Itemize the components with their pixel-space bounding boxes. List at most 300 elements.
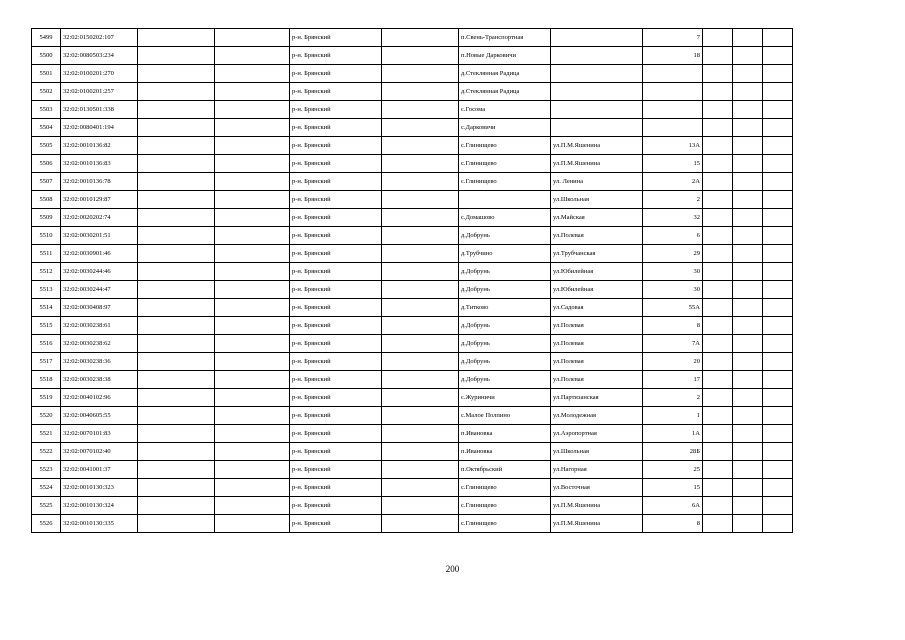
cell-number: 5509 — [32, 209, 61, 227]
cell-district: р-н. Брянский — [290, 425, 382, 443]
cell-empty — [763, 371, 793, 389]
cell-street — [551, 29, 643, 47]
cell-cadastral-number: 32:02:0030244:46 — [61, 263, 138, 281]
cell-locality: с.Журиничи — [459, 389, 551, 407]
cell-empty — [138, 101, 215, 119]
cell-empty — [763, 443, 793, 461]
cell-empty — [763, 353, 793, 371]
page-number: 200 — [445, 564, 460, 574]
table-row — [32, 209, 793, 227]
cell-empty — [733, 335, 763, 353]
cell-empty — [382, 317, 459, 335]
cell-empty — [763, 83, 793, 101]
cell-number: 5522 — [32, 443, 61, 461]
cell-locality: с.Глинищево — [459, 479, 551, 497]
table-row — [32, 65, 793, 83]
cell-district: р-н. Брянский — [290, 371, 382, 389]
cell-number: 5516 — [32, 335, 61, 353]
cell-locality: д.Титково — [459, 299, 551, 317]
table-row — [32, 515, 793, 533]
cell-empty — [703, 371, 733, 389]
cell-number: 5512 — [32, 263, 61, 281]
cell-empty — [138, 317, 215, 335]
cell-empty — [382, 515, 459, 533]
cell-cadastral-number: 32:02:0030901:46 — [61, 245, 138, 263]
cell-empty — [215, 191, 290, 209]
cell-house: 55А — [643, 299, 703, 317]
cell-house — [643, 65, 703, 83]
cell-empty — [382, 47, 459, 65]
cell-locality: д.Добрунь — [459, 335, 551, 353]
cell-street: ул.Молодежная — [551, 407, 643, 425]
cell-cadastral-number: 32:02:0070102:40 — [61, 443, 138, 461]
cell-locality — [459, 191, 551, 209]
cell-empty — [763, 137, 793, 155]
cell-number: 5523 — [32, 461, 61, 479]
cell-empty — [382, 155, 459, 173]
cell-street: ул.П.М.Яшенина — [551, 155, 643, 173]
cell-number: 5511 — [32, 245, 61, 263]
cell-empty — [703, 515, 733, 533]
cell-locality: д.Добрунь — [459, 263, 551, 281]
cell-empty — [138, 425, 215, 443]
cell-empty — [763, 209, 793, 227]
cell-empty — [763, 461, 793, 479]
cell-district: р-н. Брянский — [290, 317, 382, 335]
cell-street: ул.Юбилейная — [551, 281, 643, 299]
cell-empty — [382, 407, 459, 425]
cell-empty — [215, 29, 290, 47]
cell-cadastral-number: 32:02:0010136:82 — [61, 137, 138, 155]
cell-house: 2 — [643, 191, 703, 209]
cell-empty — [215, 425, 290, 443]
cell-house: 17 — [643, 371, 703, 389]
cell-empty — [215, 281, 290, 299]
cell-number: 5524 — [32, 479, 61, 497]
table-row — [32, 47, 793, 65]
cell-district: р-н. Брянский — [290, 83, 382, 101]
cell-empty — [733, 389, 763, 407]
cell-street: ул.Юбилейная — [551, 263, 643, 281]
cell-empty — [763, 173, 793, 191]
cell-empty — [733, 299, 763, 317]
cell-locality: д.Добрунь — [459, 281, 551, 299]
cell-empty — [382, 389, 459, 407]
cell-empty — [138, 227, 215, 245]
cell-district: р-н. Брянский — [290, 461, 382, 479]
cell-empty — [763, 65, 793, 83]
cell-empty — [138, 371, 215, 389]
cell-house: 6А — [643, 497, 703, 515]
cell-empty — [215, 245, 290, 263]
cell-empty — [215, 461, 290, 479]
cell-cadastral-number: 32:02:0150202:107 — [61, 29, 138, 47]
cell-empty — [703, 209, 733, 227]
cell-empty — [215, 371, 290, 389]
cell-locality: д.Добрунь — [459, 317, 551, 335]
cell-number: 5520 — [32, 407, 61, 425]
registry-table — [31, 28, 793, 533]
cell-street: ул.Аэропортная — [551, 425, 643, 443]
cell-house: 15 — [643, 479, 703, 497]
cell-cadastral-number: 32:02:0010136:83 — [61, 155, 138, 173]
cell-street — [551, 65, 643, 83]
table-row — [32, 461, 793, 479]
cell-house: 6 — [643, 227, 703, 245]
cell-empty — [138, 119, 215, 137]
cell-district: р-н. Брянский — [290, 443, 382, 461]
cell-number: 5505 — [32, 137, 61, 155]
cell-street: ул.Полевая — [551, 353, 643, 371]
cell-empty — [382, 461, 459, 479]
cell-house: 1 — [643, 407, 703, 425]
cell-locality: с.Дарковичи — [459, 119, 551, 137]
cell-empty — [215, 407, 290, 425]
cell-street: ул.Полевая — [551, 371, 643, 389]
table-row — [32, 227, 793, 245]
cell-locality: с.Малое Полпино — [459, 407, 551, 425]
cell-empty — [763, 317, 793, 335]
cell-empty — [138, 245, 215, 263]
cell-locality: с.Госома — [459, 101, 551, 119]
cell-locality: п.Ивановка — [459, 443, 551, 461]
cell-empty — [733, 119, 763, 137]
cell-cadastral-number: 32:02:0041001:37 — [61, 461, 138, 479]
cell-locality: с.Глинищево — [459, 497, 551, 515]
cell-empty — [138, 443, 215, 461]
cell-house: 2 — [643, 389, 703, 407]
cell-number: 5526 — [32, 515, 61, 533]
cell-empty — [138, 497, 215, 515]
table-row — [32, 173, 793, 191]
cell-district: р-н. Брянский — [290, 281, 382, 299]
cell-number: 5507 — [32, 173, 61, 191]
cell-street: ул.Нагорная — [551, 461, 643, 479]
cell-district: р-н. Брянский — [290, 155, 382, 173]
cell-number: 5514 — [32, 299, 61, 317]
cell-empty — [138, 155, 215, 173]
cell-empty — [215, 389, 290, 407]
cell-empty — [763, 407, 793, 425]
cell-empty — [733, 137, 763, 155]
cell-empty — [733, 227, 763, 245]
cell-district: р-н. Брянский — [290, 389, 382, 407]
cell-district: р-н. Брянский — [290, 335, 382, 353]
cell-house: 15 — [643, 155, 703, 173]
cell-empty — [215, 497, 290, 515]
table-row — [32, 371, 793, 389]
cell-district: р-н. Брянский — [290, 173, 382, 191]
cell-house: 32 — [643, 209, 703, 227]
cell-empty — [382, 371, 459, 389]
cell-district: р-н. Брянский — [290, 479, 382, 497]
table-row — [32, 317, 793, 335]
cell-empty — [703, 191, 733, 209]
cell-empty — [733, 443, 763, 461]
table-row — [32, 83, 793, 101]
cell-empty — [763, 119, 793, 137]
cell-number: 5504 — [32, 119, 61, 137]
cell-empty — [382, 335, 459, 353]
cell-empty — [138, 461, 215, 479]
cell-empty — [733, 209, 763, 227]
cell-empty — [763, 515, 793, 533]
cell-locality: п.Октябрьский — [459, 461, 551, 479]
table-row — [32, 407, 793, 425]
cell-cadastral-number: 32:02:0010130:335 — [61, 515, 138, 533]
cell-house: 7 — [643, 29, 703, 47]
cell-empty — [138, 173, 215, 191]
cell-cadastral-number: 32:02:0100201:270 — [61, 65, 138, 83]
table-row — [32, 497, 793, 515]
cell-empty — [215, 317, 290, 335]
cell-district: р-н. Брянский — [290, 101, 382, 119]
cell-empty — [215, 137, 290, 155]
cell-empty — [138, 209, 215, 227]
cell-empty — [138, 281, 215, 299]
table-row — [32, 101, 793, 119]
cell-empty — [733, 83, 763, 101]
cell-street: ул.Партизанская — [551, 389, 643, 407]
cell-empty — [733, 317, 763, 335]
cell-empty — [382, 173, 459, 191]
cell-empty — [703, 173, 733, 191]
cell-empty — [703, 335, 733, 353]
cell-empty — [138, 407, 215, 425]
cell-empty — [215, 353, 290, 371]
cell-locality: п.Свень-Транспортная — [459, 29, 551, 47]
cell-empty — [733, 101, 763, 119]
cell-empty — [382, 245, 459, 263]
table-row — [32, 155, 793, 173]
cell-empty — [138, 65, 215, 83]
cell-empty — [138, 47, 215, 65]
cell-empty — [703, 497, 733, 515]
cell-locality: с.Глинищево — [459, 137, 551, 155]
table-row — [32, 29, 793, 47]
cell-empty — [703, 65, 733, 83]
cell-cadastral-number: 32:02:0030238:62 — [61, 335, 138, 353]
cell-empty — [138, 137, 215, 155]
cell-cadastral-number: 32:02:0080401:194 — [61, 119, 138, 137]
cell-empty — [703, 353, 733, 371]
cell-locality: д.Стеклянная Радица — [459, 83, 551, 101]
cell-cadastral-number: 32:02:0070101:83 — [61, 425, 138, 443]
cell-district: р-н. Брянский — [290, 209, 382, 227]
cell-street: ул.Школьная — [551, 191, 643, 209]
cell-empty — [382, 425, 459, 443]
cell-empty — [733, 407, 763, 425]
cell-empty — [733, 497, 763, 515]
cell-empty — [382, 29, 459, 47]
cell-empty — [763, 101, 793, 119]
cell-empty — [733, 479, 763, 497]
cell-house: 25 — [643, 461, 703, 479]
cell-empty — [382, 209, 459, 227]
cell-empty — [733, 515, 763, 533]
cell-locality: д.Стеклянная Радица — [459, 65, 551, 83]
cell-district: р-н. Брянский — [290, 191, 382, 209]
cell-cadastral-number: 32:02:0010129:87 — [61, 191, 138, 209]
cell-street: ул.Восточная — [551, 479, 643, 497]
cell-house — [643, 83, 703, 101]
cell-empty — [733, 155, 763, 173]
cell-empty — [382, 119, 459, 137]
cell-district: р-н. Брянский — [290, 353, 382, 371]
cell-number: 5525 — [32, 497, 61, 515]
cell-empty — [763, 335, 793, 353]
cell-district: р-н. Брянский — [290, 29, 382, 47]
cell-empty — [215, 479, 290, 497]
table-row — [32, 353, 793, 371]
cell-empty — [703, 281, 733, 299]
cell-cadastral-number: 32:02:0100201:257 — [61, 83, 138, 101]
cell-empty — [763, 191, 793, 209]
cell-empty — [215, 335, 290, 353]
cell-street — [551, 47, 643, 65]
cell-empty — [138, 515, 215, 533]
cell-locality: п.Ивановка — [459, 425, 551, 443]
cell-house: 18 — [643, 47, 703, 65]
cell-district: р-н. Брянский — [290, 119, 382, 137]
cell-empty — [382, 83, 459, 101]
cell-empty — [138, 299, 215, 317]
cell-empty — [703, 83, 733, 101]
cell-district: р-н. Брянский — [290, 299, 382, 317]
cell-empty — [138, 191, 215, 209]
cell-cadastral-number: 32:02:0040605:55 — [61, 407, 138, 425]
cell-number: 5499 — [32, 29, 61, 47]
cell-house: 20 — [643, 353, 703, 371]
cell-empty — [703, 119, 733, 137]
cell-district: р-н. Брянский — [290, 65, 382, 83]
cell-empty — [138, 29, 215, 47]
cell-empty — [215, 443, 290, 461]
cell-empty — [733, 353, 763, 371]
cell-empty — [382, 443, 459, 461]
cell-locality: д.Добрунь — [459, 353, 551, 371]
cell-empty — [215, 119, 290, 137]
cell-empty — [703, 29, 733, 47]
cell-house: 29 — [643, 245, 703, 263]
cell-empty — [703, 47, 733, 65]
cell-number: 5500 — [32, 47, 61, 65]
cell-empty — [763, 47, 793, 65]
cell-locality: с.Домашово — [459, 209, 551, 227]
cell-cadastral-number: 32:02:0010130:323 — [61, 479, 138, 497]
cell-empty — [382, 353, 459, 371]
cell-empty — [733, 191, 763, 209]
table-row — [32, 425, 793, 443]
cell-cadastral-number: 32:02:0010136:78 — [61, 173, 138, 191]
cell-number: 5508 — [32, 191, 61, 209]
cell-empty — [215, 65, 290, 83]
cell-number: 5502 — [32, 83, 61, 101]
cell-empty — [703, 299, 733, 317]
cell-empty — [763, 245, 793, 263]
cell-street: ул.П.М.Яшенина — [551, 137, 643, 155]
cell-empty — [703, 155, 733, 173]
table-row — [32, 335, 793, 353]
cell-street — [551, 83, 643, 101]
cell-empty — [138, 353, 215, 371]
cell-empty — [215, 299, 290, 317]
cell-empty — [763, 155, 793, 173]
cell-cadastral-number: 32:02:0020202:74 — [61, 209, 138, 227]
cell-street: ул.Полевая — [551, 227, 643, 245]
cell-locality: д.Трубчино — [459, 245, 551, 263]
cell-street: ул.Школьная — [551, 443, 643, 461]
cell-empty — [703, 479, 733, 497]
cell-empty — [703, 461, 733, 479]
cell-cadastral-number: 32:02:0030408:97 — [61, 299, 138, 317]
cell-empty — [138, 83, 215, 101]
cell-house: 7А — [643, 335, 703, 353]
table-row — [32, 245, 793, 263]
cell-empty — [382, 191, 459, 209]
cell-number: 5515 — [32, 317, 61, 335]
cell-empty — [763, 263, 793, 281]
cell-empty — [703, 443, 733, 461]
registry-table-body — [32, 29, 793, 533]
cell-empty — [703, 425, 733, 443]
cell-empty — [763, 479, 793, 497]
cell-empty — [703, 263, 733, 281]
cell-street: ул.П.М.Яшенина — [551, 497, 643, 515]
cell-number: 5517 — [32, 353, 61, 371]
cell-empty — [763, 389, 793, 407]
cell-number: 5510 — [32, 227, 61, 245]
cell-empty — [763, 29, 793, 47]
cell-street: ул.Майская — [551, 209, 643, 227]
cell-cadastral-number: 32:02:0030238:61 — [61, 317, 138, 335]
cell-number: 5506 — [32, 155, 61, 173]
cell-number: 5513 — [32, 281, 61, 299]
table-row — [32, 281, 793, 299]
table-row — [32, 119, 793, 137]
cell-locality: д.Добрунь — [459, 371, 551, 389]
cell-locality: с.Глинищево — [459, 515, 551, 533]
cell-empty — [733, 371, 763, 389]
cell-house — [643, 119, 703, 137]
cell-empty — [703, 245, 733, 263]
cell-empty — [215, 47, 290, 65]
cell-street: ул.Трубчанская — [551, 245, 643, 263]
cell-empty — [763, 227, 793, 245]
cell-empty — [763, 497, 793, 515]
cell-house: 8 — [643, 515, 703, 533]
cell-district: р-н. Брянский — [290, 245, 382, 263]
cell-empty — [382, 263, 459, 281]
cell-district: р-н. Брянский — [290, 497, 382, 515]
cell-empty — [215, 227, 290, 245]
cell-cadastral-number: 32:02:0130501:338 — [61, 101, 138, 119]
cell-street: ул.Полевая — [551, 317, 643, 335]
cell-locality: п.Новые Дарковичи — [459, 47, 551, 65]
cell-empty — [382, 497, 459, 515]
cell-house: 30 — [643, 281, 703, 299]
cell-district: р-н. Брянский — [290, 137, 382, 155]
cell-number: 5519 — [32, 389, 61, 407]
cell-empty — [215, 515, 290, 533]
cell-district: р-н. Брянский — [290, 47, 382, 65]
cell-district: р-н. Брянский — [290, 227, 382, 245]
cell-street: ул.П.М.Яшенина — [551, 515, 643, 533]
cell-cadastral-number: 32:02:0030244:47 — [61, 281, 138, 299]
cell-empty — [382, 299, 459, 317]
cell-empty — [733, 65, 763, 83]
table-row — [32, 479, 793, 497]
